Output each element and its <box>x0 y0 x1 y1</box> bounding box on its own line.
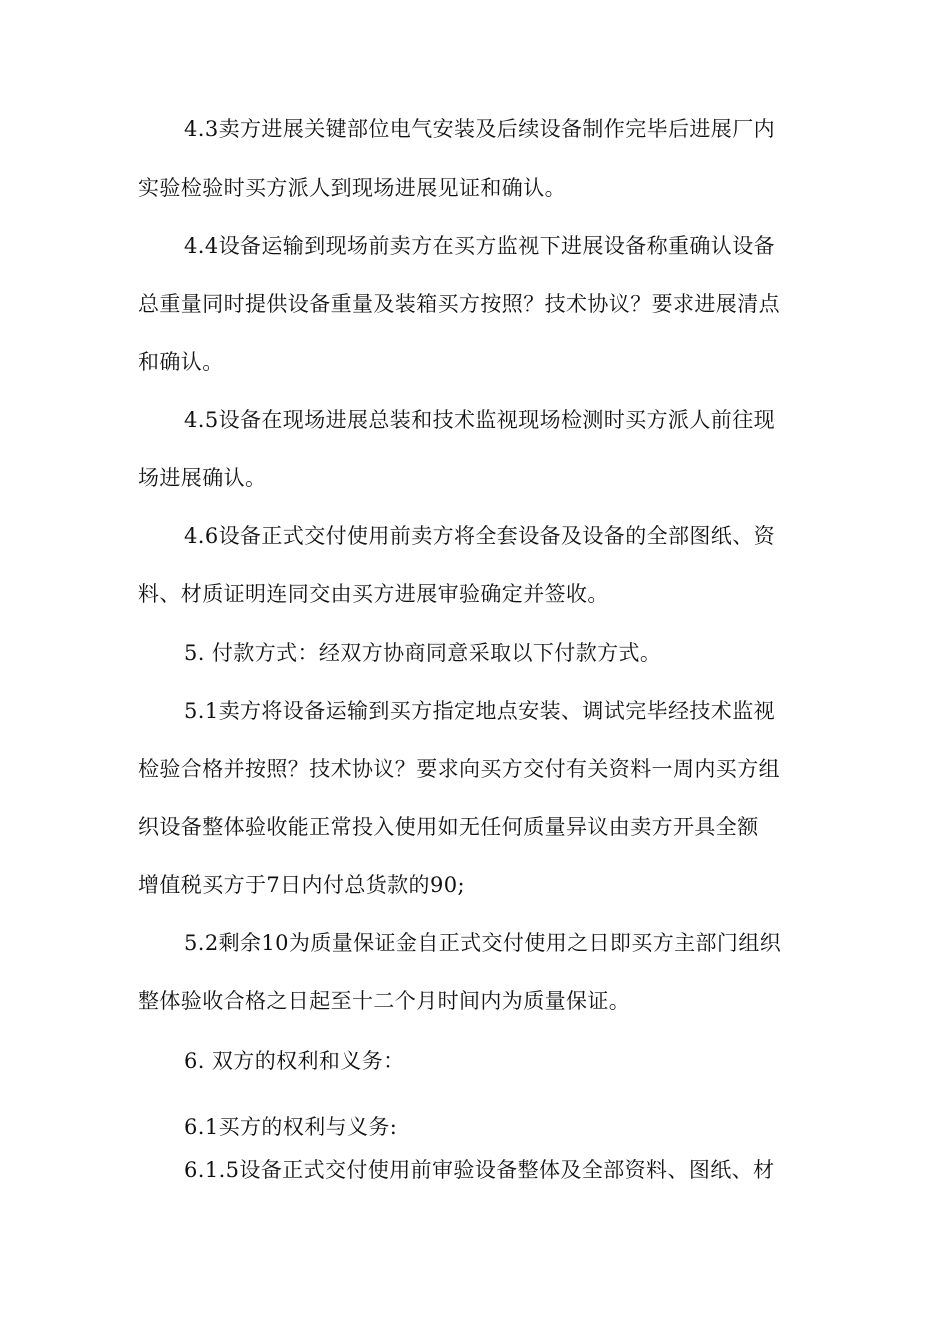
paragraph-5-2-line-1: 5.2剩余10为质量保证金自正式交付使用之日即买方主部门组织 <box>184 931 782 955</box>
subsection-6-1-heading: 6.1买方的权利与义务: <box>184 1115 398 1139</box>
section-6-heading: 6. 双方的权利和义务： <box>184 1049 405 1073</box>
paragraph-4-5-line-2: 场进展确认。 <box>138 466 267 490</box>
paragraph-4-4-line-3: 和确认。 <box>138 350 224 374</box>
paragraph-5-1-line-3: 织设备整体验收能正常投入使用如无任何质量异议由卖方开具全额 <box>138 815 759 839</box>
paragraph-4-6-line-1: 4.6设备正式交付使用前卖方将全套设备及设备的全部图纸、资 <box>184 524 775 548</box>
paragraph-5-1-line-1: 5.1卖方将设备运输到买方指定地点安装、调试完毕经技术监视 <box>184 699 775 723</box>
paragraph-5-1-line-4: 增值税买方于7日内付总货款的90; <box>138 873 465 897</box>
paragraph-4-5-line-1: 4.5设备在现场进展总装和技术监视现场检测时买方派人前往现 <box>184 408 775 432</box>
paragraph-5-2-line-2: 整体验收合格之日起至十二个月时间内为质量保证。 <box>138 989 631 1013</box>
paragraph-4-4-line-1: 4.4设备运输到现场前卖方在买方监视下进展设备称重确认设备 <box>184 234 775 258</box>
paragraph-4-6-line-2: 料、材质证明连同交由买方进展审验确定并签收。 <box>138 582 609 606</box>
paragraph-4-3-line-2: 实验检验时买方派人到现场进展见证和确认。 <box>138 176 566 200</box>
paragraph-4-3-line-1: 4.3卖方进展关键部位电气安装及后续设备制作完毕后进展厂内 <box>184 117 775 141</box>
paragraph-4-4-line-2: 总重量同时提供设备重量及装箱买方按照？技术协议？要求进展清点 <box>138 292 780 316</box>
paragraph-5-1-line-2: 检验合格并按照？技术协议？要求向买方交付有关资料一周内买方组 <box>138 757 780 781</box>
paragraph-6-1-5-line-1: 6.1.5设备正式交付使用前审验设备整体及全部资料、图纸、材 <box>184 1158 775 1182</box>
section-5-heading: 5. 付款方式：经双方协商同意采取以下付款方式。 <box>184 641 662 665</box>
